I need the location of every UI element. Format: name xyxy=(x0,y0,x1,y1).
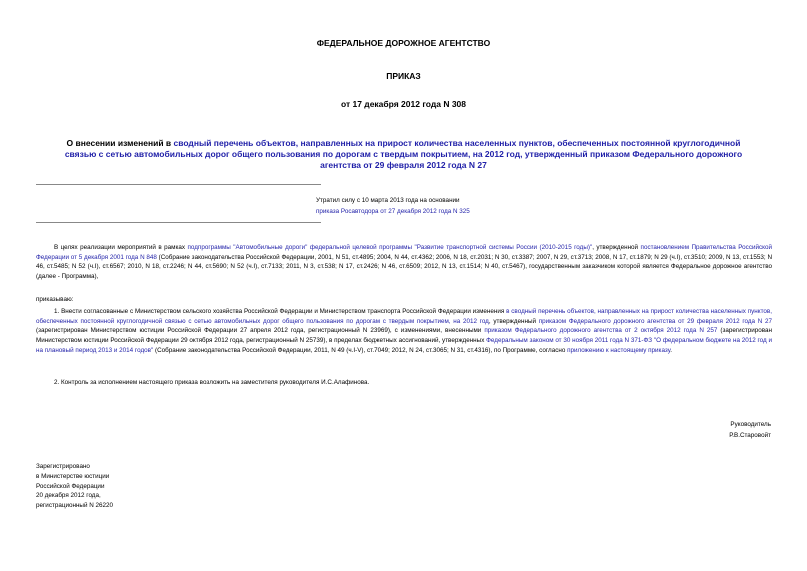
signature-name: Р.В.Старовойт xyxy=(729,432,771,439)
order-word: приказываю: xyxy=(36,296,74,303)
doc-type-heading: ПРИКАЗ xyxy=(386,71,421,81)
p1-text-2: , утвержденной xyxy=(592,244,641,251)
divider-top xyxy=(36,184,321,185)
status-link[interactable]: приказа Росавтодора от 27 декабря 2012 года N 325 xyxy=(316,208,470,215)
paragraph-item-2: 2. Контроль за исполнением настоящего приказа возложить на заместителя руководителя И.С.Алафинова. xyxy=(54,379,370,386)
registration-line-5: регистрационный N 26220 xyxy=(36,502,114,510)
title-prefix: О внесении изменений в xyxy=(66,138,174,148)
signature-role: Руководитель xyxy=(730,421,771,428)
title-link[interactable]: сводный перечень объектов, направленных на прирост количества населенных пунктов, обеспеченных постоянной круглогодичной связью с сетью автомобильных дорог общего пользования по дорогам с твердым покрытием, на 2012 год, утвержденный приказом Федерального дорожного агентства от 29 февраля 2012 года N 27 xyxy=(64,138,743,170)
registration-line-2: в Министерстве юстиции xyxy=(36,472,110,480)
p2-text-3: (зарегистрирован Министерством юстиции Российской Федерации 27 апреля 2012 года, регистрационный N 23969), с изменениями, внесенными xyxy=(36,327,485,335)
p2-link-order-257[interactable]: приказом Федерального дорожного агентства от 2 октября 2012 года N 257 xyxy=(484,327,718,335)
p2-text-6: . xyxy=(670,346,672,354)
date-number-heading: от 17 декабря 2012 года N 308 xyxy=(340,99,467,109)
p2-text-4: (зарегистрирован Министерством юстиции Российской Федерации 29 октября 2012 года, регистрационный N 25739), в пределах бюджетных ассигнований, утвержденных xyxy=(36,327,773,345)
p2-text-1: 1. Внести согласованные с Министерством сельского хозяйства Российской Федерации и Министерством транспорта Российской Федерации изменения xyxy=(54,308,507,315)
divider-bottom xyxy=(36,222,321,223)
p2-link-list[interactable]: в сводный перечень объектов, направленных на прирост количества населенных пунктов, обеспеченных постоянной круглогодичной связью с сетью автомобильных дорог общего пользования по дорогам с твердым покрытием, на 2012 год xyxy=(36,308,772,325)
registration-line-1: Зарегистрировано xyxy=(36,463,90,470)
p2-text-2: , утвержденный xyxy=(488,317,539,325)
agency-heading: ФЕДЕРАЛЬНОЕ ДОРОЖНОЕ АГЕНТСТВО xyxy=(316,38,491,48)
registration-line-3: Российской Федерации xyxy=(36,482,105,490)
p1-link-program[interactable]: подпрограммы "Автомобильные дороги" федеральной целевой программы "Развитие транспортной системы России (2010-2015 годы)" xyxy=(187,244,593,251)
registration-line-4: 20 декабря 2012 года, xyxy=(36,492,101,500)
p1-text-1: В целях реализации мероприятий в рамках xyxy=(54,244,188,251)
p2-link-order-27[interactable]: приказом Федерального дорожного агентства от 29 февраля 2012 года N 27 xyxy=(538,317,773,325)
document-title xyxy=(60,138,747,171)
p2-link-appendix[interactable]: приложению к настоящему приказу xyxy=(567,346,671,354)
paragraph-item-1 xyxy=(36,307,772,356)
p2-text-5: (Собрание законодательства Российской Федерации, 2011, N 49 (ч.I-V), ст.7049; 2012, N 24, ст.3065; N 31, ст.4316), по Программе, согласно xyxy=(153,346,568,354)
registration-block xyxy=(36,462,113,511)
paragraph-preamble xyxy=(36,243,772,282)
p2-link-budget-law[interactable]: Федеральным законом от 30 ноября 2011 года N 371-ФЗ "О федеральном бюджете на 2012 год и на плановый период 2013 и 2014 годов" xyxy=(36,337,772,354)
status-text: Утратил силу с 10 марта 2013 года на основании xyxy=(316,197,460,204)
p1-text-3: (Собрание законодательства Российской Федерации, 2001, N 51, ст.4895; 2004, N 44, ст.4362; 2006, N 18, ст.2031; N 30, ст.3387; 2007, N 29, ст.3713; 2008, N 17, ст.1879; N 29 (ч.I), ст.3510; 2009, N 13, ст.1553; N 46, ст.5485; N 52 (ч.I), ст.6567; 2010, N 18, ст.2246; N 44, ст.5690; N 52 (ч.I), ст.7133; 2011, N 3, ст.538; N 17, ст.2426; N 46, ст.6509; 2012, N 13, ст.1514; N 40, ст.5467), государственным заказчиком которой является Федеральное дорожное агентство (далее - Программа), xyxy=(36,253,772,281)
p1-link-resolution[interactable]: постановлением Правительства Российской Федерации от 5 декабря 2001 года N 848 xyxy=(36,244,772,261)
